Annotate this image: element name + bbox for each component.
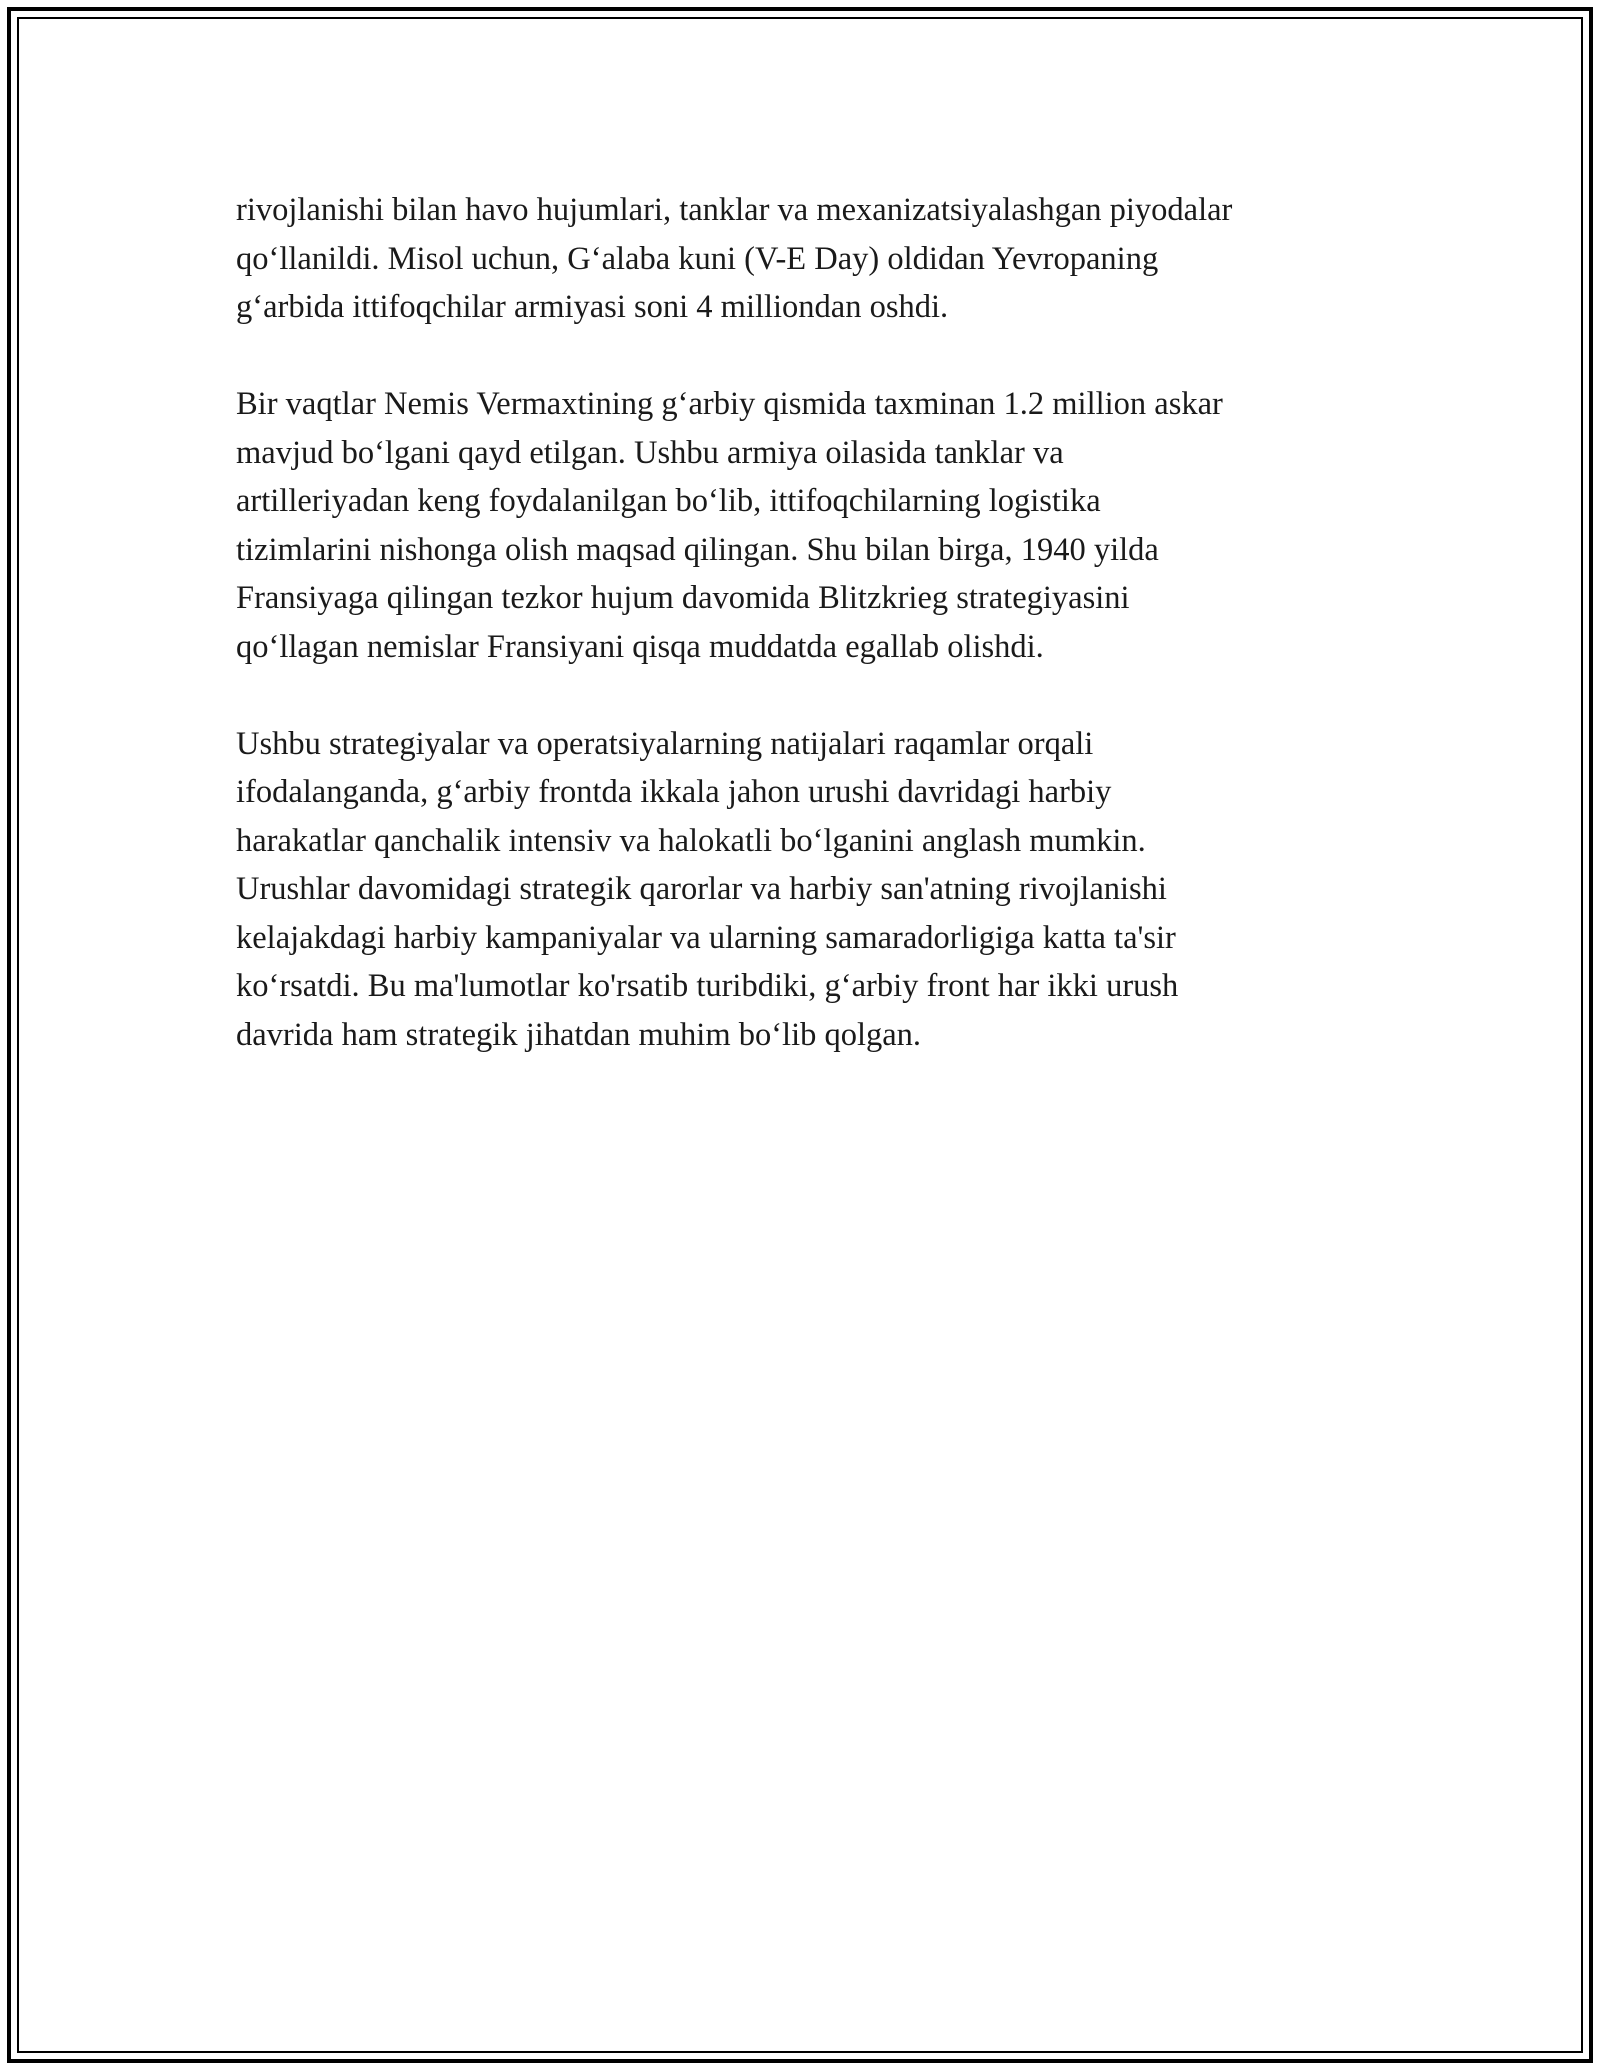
text-line: davrida ham strategik jihatdan muhim bo‘lib qolgan. xyxy=(236,1016,922,1053)
text-line: artilleriyadan keng foydalanilgan bo‘lib, ittifoqchilarning logistika xyxy=(236,483,1101,519)
text-line: qo‘llanildi. Misol uchun, G‘alaba kuni (V-E Day) oldidan Yevropaning xyxy=(236,240,1159,277)
text-line: Bir vaqtlar Nemis Vermaxtining g‘arbiy qismida taxminan 1.2 million askar xyxy=(236,386,1223,422)
document-body xyxy=(236,186,1416,1108)
text-line: Ushbu strategiyalar va operatsiyalarning natijalari raqamlar orqali xyxy=(236,725,1094,762)
text-line: g‘arbida ittifoqchilar armiyasi soni 4 milliondan oshdi. xyxy=(236,289,949,325)
paragraph-2 xyxy=(236,380,1416,671)
text-line: qo‘llagan nemislar Fransiyani qisqa muddatda egallab olishdi. xyxy=(236,628,1044,665)
text-line: ko‘rsatdi. Bu ma'lumotlar ko'rsatib turibdiki, g‘arbiy front har ikki urush xyxy=(236,968,1179,1004)
text-line: kelajakdagi harbiy kampaniyalar va ularning samaradorligiga katta ta'sir xyxy=(236,919,1176,956)
text-line: mavjud bo‘lgani qayd etilgan. Ushbu armiya oilasida tanklar va xyxy=(236,434,1064,471)
text-line: ifodalanganda, g‘arbiy frontda ikkala jahon urushi davridagi harbiy xyxy=(236,774,1112,810)
paragraph-3 xyxy=(236,720,1416,1060)
text-line: harakatlar qanchalik intensiv va halokatli bo‘lganini anglash mumkin. xyxy=(236,822,1146,859)
text-line: rivojlanishi bilan havo hujumlari, tanklar va mexanizatsiyalashgan piyodalar xyxy=(236,192,1233,228)
text-line: Urushlar davomidagi strategik qarorlar va harbiy san'atning rivojlanishi xyxy=(236,871,1167,907)
paragraph-1 xyxy=(236,186,1416,332)
text-line: Fransiyaga qilingan tezkor hujum davomida Blitzkrieg strategiyasini xyxy=(236,580,1130,616)
text-line: tizimlarini nishonga olish maqsad qilingan. Shu bilan birga, 1940 yilda xyxy=(236,531,1159,568)
